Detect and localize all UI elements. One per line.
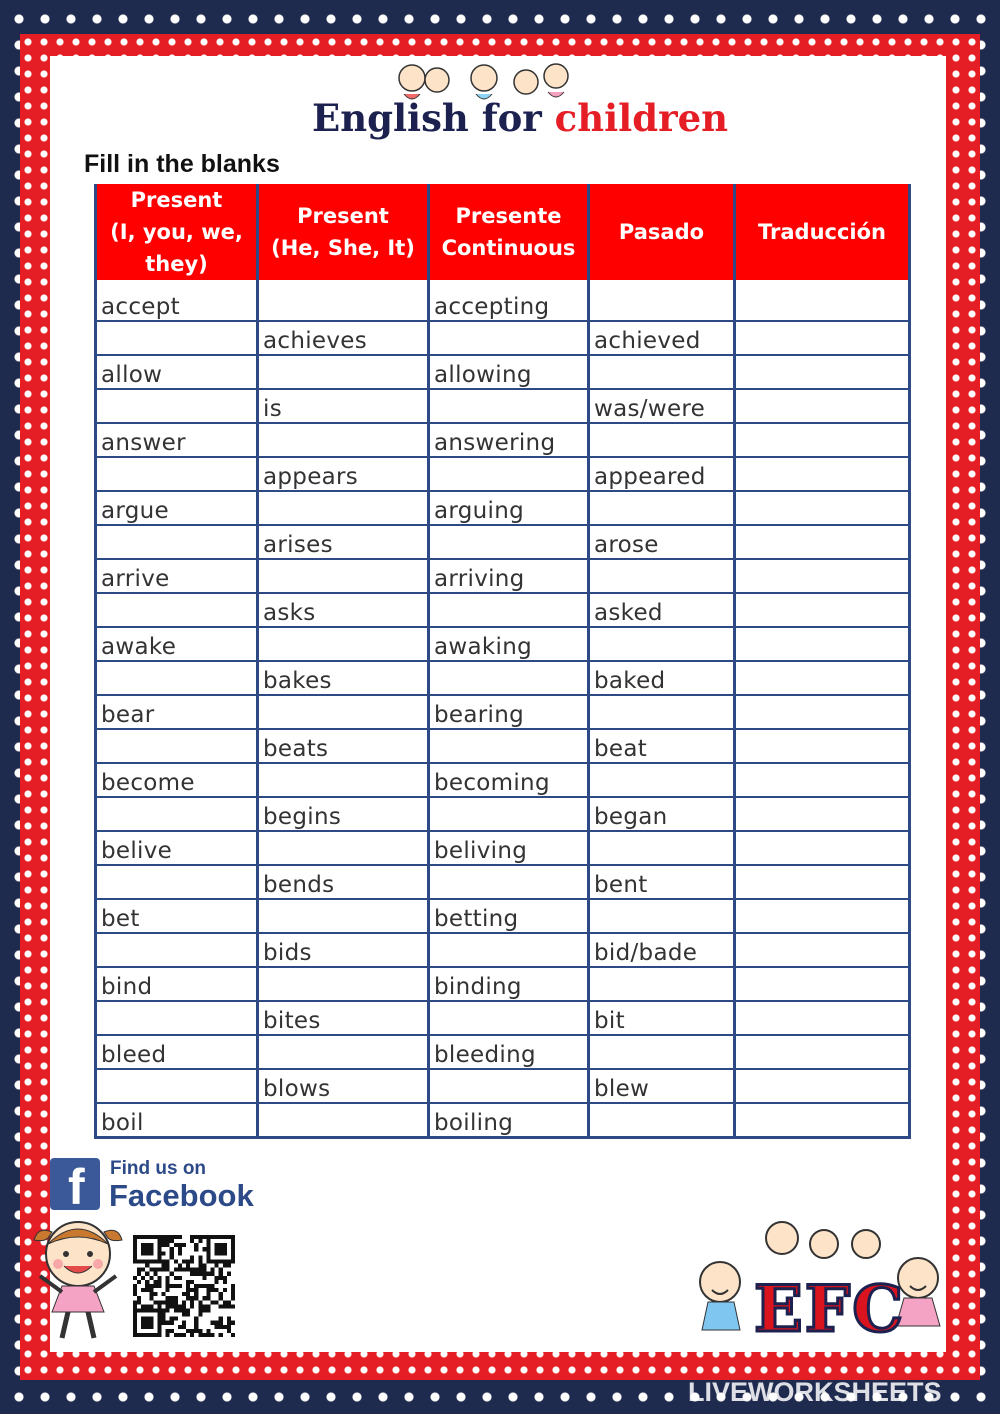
blank-answer-cell[interactable] (735, 933, 910, 967)
instructions: Fill in the blanks (84, 150, 280, 178)
blank-answer-cell[interactable] (258, 967, 429, 1001)
verb-cell: bites (258, 1001, 429, 1035)
verb-cell: bind (96, 967, 258, 1001)
table-row (96, 1035, 910, 1069)
blank-answer-cell[interactable] (735, 423, 910, 457)
table-row (96, 967, 910, 1001)
blank-answer-cell[interactable] (589, 831, 735, 865)
blank-answer-cell[interactable] (735, 661, 910, 695)
blank-answer-cell[interactable] (589, 899, 735, 933)
blank-answer-cell[interactable] (258, 280, 429, 321)
blank-answer-cell[interactable] (258, 1103, 429, 1138)
verb-cell: achieved (589, 321, 735, 355)
table-row (96, 695, 910, 729)
blank-answer-cell[interactable] (735, 967, 910, 1001)
blank-answer-cell[interactable] (429, 389, 589, 423)
blank-answer-cell[interactable] (735, 525, 910, 559)
blank-answer-cell[interactable] (258, 355, 429, 389)
header-traduccion: Traducción (735, 184, 910, 280)
blank-answer-cell[interactable] (589, 695, 735, 729)
blank-answer-cell[interactable] (96, 865, 258, 899)
blank-answer-cell[interactable] (258, 899, 429, 933)
blank-answer-cell[interactable] (258, 1035, 429, 1069)
blank-answer-cell[interactable] (258, 627, 429, 661)
header-present-continuous: Presente Continuous (429, 184, 589, 280)
blank-answer-cell[interactable] (735, 559, 910, 593)
verb-cell: betting (429, 899, 589, 933)
blank-answer-cell[interactable] (735, 321, 910, 355)
facebook-tagline: Find us on (110, 1158, 207, 1179)
verb-cell: beliving (429, 831, 589, 865)
blank-answer-cell[interactable] (429, 1069, 589, 1103)
blank-answer-cell[interactable] (96, 593, 258, 627)
blank-answer-cell[interactable] (735, 1069, 910, 1103)
verb-cell: beat (589, 729, 735, 763)
girl-illustration (22, 1212, 134, 1342)
table-header-row (96, 184, 910, 280)
table-row (96, 389, 910, 423)
header-present: Present (I, you, we, they) (96, 184, 258, 280)
blank-answer-cell[interactable] (589, 763, 735, 797)
verb-cell: answer (96, 423, 258, 457)
blank-answer-cell[interactable] (735, 280, 910, 321)
verb-cell: arises (258, 525, 429, 559)
verb-cell: was/were (589, 389, 735, 423)
blank-answer-cell[interactable] (96, 661, 258, 695)
table-row (96, 865, 910, 899)
blank-answer-cell[interactable] (589, 423, 735, 457)
kid-face-icon (399, 64, 568, 99)
verb-cell: beats (258, 729, 429, 763)
qr-code[interactable] (133, 1235, 235, 1337)
table-row (96, 797, 910, 831)
blank-answer-cell[interactable] (735, 355, 910, 389)
blank-answer-cell[interactable] (96, 933, 258, 967)
facebook-icon: f (50, 1158, 100, 1210)
table-row (96, 525, 910, 559)
blank-answer-cell[interactable] (96, 797, 258, 831)
blank-answer-cell[interactable] (429, 457, 589, 491)
blank-answer-cell[interactable] (589, 967, 735, 1001)
verb-cell: asked (589, 593, 735, 627)
verb-cell: answering (429, 423, 589, 457)
verb-cell: awaking (429, 627, 589, 661)
header-pasado: Pasado (589, 184, 735, 280)
table-row (96, 1103, 910, 1138)
blank-answer-cell[interactable] (735, 797, 910, 831)
table-row (96, 763, 910, 797)
verb-cell: accepting (429, 280, 589, 321)
blank-answer-cell[interactable] (735, 1001, 910, 1035)
verb-cell: become (96, 763, 258, 797)
verb-cell: appeared (589, 457, 735, 491)
verb-cell: bends (258, 865, 429, 899)
verb-cell: boil (96, 1103, 258, 1138)
blank-answer-cell[interactable] (258, 763, 429, 797)
verb-table (94, 184, 911, 1139)
blank-answer-cell[interactable] (735, 457, 910, 491)
blank-answer-cell[interactable] (96, 1001, 258, 1035)
verb-cell: bit (589, 1001, 735, 1035)
blank-answer-cell[interactable] (96, 1069, 258, 1103)
verb-cell: boiling (429, 1103, 589, 1138)
verb-cell: bids (258, 933, 429, 967)
table-row (96, 1001, 910, 1035)
table-row (96, 593, 910, 627)
blank-answer-cell[interactable] (258, 831, 429, 865)
verb-cell: began (589, 797, 735, 831)
facebook-label: Facebook (109, 1178, 254, 1213)
table-row (96, 280, 910, 321)
blank-answer-cell[interactable] (429, 525, 589, 559)
table-row (96, 899, 910, 933)
blank-answer-cell[interactable] (735, 1035, 910, 1069)
verb-cell: becoming (429, 763, 589, 797)
verb-cell: allowing (429, 355, 589, 389)
verb-cell: arose (589, 525, 735, 559)
blank-answer-cell[interactable] (429, 321, 589, 355)
blank-answer-cell[interactable] (429, 865, 589, 899)
verb-cell: bleed (96, 1035, 258, 1069)
blank-answer-cell[interactable] (258, 423, 429, 457)
blank-answer-cell[interactable] (735, 729, 910, 763)
blank-answer-cell[interactable] (96, 321, 258, 355)
watermark: LIVEWORKSHEETS (688, 1377, 942, 1407)
blank-answer-cell[interactable] (735, 831, 910, 865)
table-row (96, 321, 910, 355)
verb-cell: achieves (258, 321, 429, 355)
blank-answer-cell[interactable] (735, 865, 910, 899)
table-row (96, 559, 910, 593)
verb-cell: arrive (96, 559, 258, 593)
table-row (96, 831, 910, 865)
blank-answer-cell[interactable] (429, 729, 589, 763)
blank-answer-cell[interactable] (258, 695, 429, 729)
blank-answer-cell[interactable] (258, 559, 429, 593)
verb-cell: is (258, 389, 429, 423)
efc-logo: EFC (754, 1272, 906, 1347)
blank-answer-cell[interactable] (735, 695, 910, 729)
blank-answer-cell[interactable] (589, 1103, 735, 1138)
verb-cell: bleeding (429, 1035, 589, 1069)
verb-cell: arguing (429, 491, 589, 525)
table-row (96, 355, 910, 389)
verb-cell: baked (589, 661, 735, 695)
verb-cell: bear (96, 695, 258, 729)
blank-answer-cell[interactable] (589, 491, 735, 525)
table-row (96, 729, 910, 763)
verb-cell: bid/bade (589, 933, 735, 967)
verb-cell: arriving (429, 559, 589, 593)
blank-answer-cell[interactable] (735, 389, 910, 423)
blank-answer-cell[interactable] (96, 729, 258, 763)
verb-cell: binding (429, 967, 589, 1001)
table-row (96, 1069, 910, 1103)
verb-cell: appears (258, 457, 429, 491)
verb-cell: awake (96, 627, 258, 661)
verb-cell: blows (258, 1069, 429, 1103)
table-row (96, 491, 910, 525)
blank-answer-cell[interactable] (429, 1001, 589, 1035)
blank-answer-cell[interactable] (735, 627, 910, 661)
blank-answer-cell[interactable] (735, 763, 910, 797)
blank-answer-cell[interactable] (735, 593, 910, 627)
verb-cell: allow (96, 355, 258, 389)
verb-cell: bent (589, 865, 735, 899)
table-row (96, 661, 910, 695)
table-row (96, 457, 910, 491)
blank-answer-cell[interactable] (429, 593, 589, 627)
verb-cell: bakes (258, 661, 429, 695)
verb-cell: asks (258, 593, 429, 627)
verb-cell: bet (96, 899, 258, 933)
blank-answer-cell[interactable] (429, 797, 589, 831)
blank-answer-cell[interactable] (96, 389, 258, 423)
verb-cell: belive (96, 831, 258, 865)
blank-answer-cell[interactable] (96, 525, 258, 559)
blank-answer-cell[interactable] (589, 1035, 735, 1069)
blank-answer-cell[interactable] (589, 559, 735, 593)
table-row (96, 627, 910, 661)
blank-answer-cell[interactable] (589, 355, 735, 389)
verb-cell: bearing (429, 695, 589, 729)
verb-cell: accept (96, 280, 258, 321)
verb-cell: blew (589, 1069, 735, 1103)
blank-answer-cell[interactable] (589, 627, 735, 661)
header-present-third-person: Present (He, She, It) (258, 184, 429, 280)
table-row (96, 423, 910, 457)
blank-answer-cell[interactable] (735, 899, 910, 933)
blank-answer-cell[interactable] (96, 457, 258, 491)
table-row (96, 933, 910, 967)
blank-answer-cell[interactable] (258, 491, 429, 525)
blank-answer-cell[interactable] (735, 491, 910, 525)
blank-answer-cell[interactable] (429, 661, 589, 695)
verb-cell: argue (96, 491, 258, 525)
page-title: English for children (312, 96, 729, 140)
blank-answer-cell[interactable] (735, 1103, 910, 1138)
blank-answer-cell[interactable] (589, 280, 735, 321)
verb-cell: begins (258, 797, 429, 831)
blank-answer-cell[interactable] (429, 933, 589, 967)
